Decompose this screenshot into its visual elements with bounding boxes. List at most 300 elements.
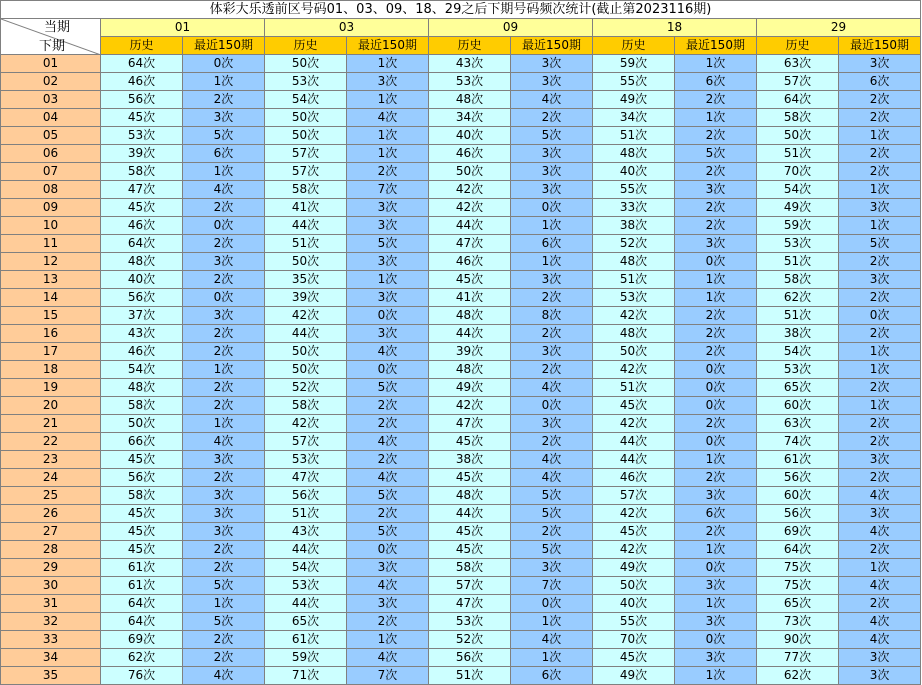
table-row [1,199,921,217]
history-count-cell: 49次 [593,559,675,577]
recent-count-cell: 3次 [839,649,921,667]
recent-count-cell: 4次 [839,613,921,631]
recent-count-cell: 1次 [675,541,757,559]
history-count-cell: 45次 [101,109,183,127]
recent-150-subheader: 最近150期 [839,37,921,55]
recent-count-cell: 5次 [839,235,921,253]
recent-count-cell: 2次 [675,469,757,487]
history-count-cell: 53次 [757,235,839,253]
recent-count-cell: 2次 [675,415,757,433]
history-count-cell: 58次 [757,109,839,127]
row-label: 06 [1,145,101,163]
row-label: 09 [1,199,101,217]
recent-count-cell: 3次 [839,451,921,469]
history-count-cell: 48次 [429,361,511,379]
recent-count-cell: 3次 [347,325,429,343]
history-count-cell: 42次 [265,307,347,325]
table-row [1,163,921,181]
history-count-cell: 40次 [101,271,183,289]
table-row [1,451,921,469]
row-label: 02 [1,73,101,91]
recent-count-cell: 4次 [839,523,921,541]
recent-count-cell: 0次 [183,55,265,73]
recent-count-cell: 0次 [675,379,757,397]
history-count-cell: 53次 [429,613,511,631]
history-count-cell: 71次 [265,667,347,685]
recent-count-cell: 2次 [675,343,757,361]
history-count-cell: 34次 [429,109,511,127]
recent-count-cell: 2次 [511,523,593,541]
recent-count-cell: 4次 [347,469,429,487]
history-count-cell: 60次 [757,487,839,505]
recent-count-cell: 3次 [183,307,265,325]
history-count-cell: 50次 [593,343,675,361]
recent-count-cell: 4次 [183,667,265,685]
recent-count-cell: 0次 [511,595,593,613]
history-count-cell: 63次 [757,55,839,73]
history-count-cell: 77次 [757,649,839,667]
recent-count-cell: 2次 [839,163,921,181]
history-count-cell: 64次 [101,613,183,631]
history-count-cell: 69次 [101,631,183,649]
row-label: 21 [1,415,101,433]
recent-count-cell: 6次 [183,145,265,163]
history-count-cell: 60次 [757,397,839,415]
history-subheader: 历史 [429,37,511,55]
history-count-cell: 46次 [101,73,183,91]
table-row [1,433,921,451]
recent-count-cell: 3次 [183,451,265,469]
history-count-cell: 45次 [101,199,183,217]
recent-count-cell: 0次 [675,397,757,415]
history-count-cell: 65次 [757,595,839,613]
recent-count-cell: 2次 [839,469,921,487]
recent-count-cell: 4次 [839,577,921,595]
row-label: 34 [1,649,101,667]
recent-count-cell: 1次 [675,55,757,73]
row-label: 16 [1,325,101,343]
history-count-cell: 57次 [757,73,839,91]
recent-count-cell: 2次 [183,379,265,397]
history-count-cell: 61次 [101,559,183,577]
history-count-cell: 70次 [593,631,675,649]
history-count-cell: 50次 [101,415,183,433]
history-count-cell: 55次 [593,181,675,199]
recent-count-cell: 2次 [183,649,265,667]
recent-count-cell: 3次 [675,235,757,253]
history-count-cell: 64次 [101,235,183,253]
recent-count-cell: 5次 [183,577,265,595]
history-count-cell: 42次 [265,415,347,433]
row-label: 35 [1,667,101,685]
recent-150-subheader: 最近150期 [511,37,593,55]
recent-count-cell: 2次 [839,595,921,613]
history-count-cell: 58次 [429,559,511,577]
history-count-cell: 50次 [265,361,347,379]
history-count-cell: 90次 [757,631,839,649]
recent-count-cell: 4次 [511,451,593,469]
history-count-cell: 50次 [429,163,511,181]
table-row [1,505,921,523]
recent-count-cell: 0次 [675,361,757,379]
table-row [1,325,921,343]
table-row [1,55,921,73]
recent-count-cell: 5次 [675,145,757,163]
recent-count-cell: 3次 [511,181,593,199]
recent-count-cell: 4次 [839,631,921,649]
history-count-cell: 50次 [265,109,347,127]
recent-count-cell: 7次 [347,667,429,685]
recent-count-cell: 2次 [183,91,265,109]
history-count-cell: 57次 [265,163,347,181]
row-label: 25 [1,487,101,505]
recent-count-cell: 3次 [183,109,265,127]
history-count-cell: 45次 [101,541,183,559]
recent-count-cell: 5次 [183,613,265,631]
table-row [1,541,921,559]
corner-next-label: 下期 [39,39,66,54]
history-count-cell: 54次 [757,343,839,361]
history-count-cell: 58次 [265,397,347,415]
recent-count-cell: 2次 [347,415,429,433]
history-count-cell: 45次 [593,523,675,541]
history-subheader: 历史 [101,37,183,55]
recent-count-cell: 1次 [347,55,429,73]
recent-count-cell: 3次 [675,649,757,667]
recent-count-cell: 2次 [183,397,265,415]
history-count-cell: 34次 [593,109,675,127]
column-number-header: 29 [757,19,921,37]
recent-count-cell: 3次 [347,595,429,613]
recent-count-cell: 3次 [183,523,265,541]
history-count-cell: 51次 [757,253,839,271]
recent-150-subheader: 最近150期 [183,37,265,55]
history-count-cell: 46次 [429,145,511,163]
history-count-cell: 54次 [265,559,347,577]
history-count-cell: 76次 [101,667,183,685]
history-count-cell: 53次 [265,73,347,91]
row-label: 31 [1,595,101,613]
recent-count-cell: 2次 [675,199,757,217]
history-count-cell: 49次 [429,379,511,397]
history-count-cell: 51次 [265,505,347,523]
history-count-cell: 48次 [101,253,183,271]
recent-count-cell: 0次 [675,559,757,577]
recent-count-cell: 3次 [183,505,265,523]
recent-count-cell: 3次 [675,613,757,631]
history-count-cell: 52次 [429,631,511,649]
row-label: 03 [1,91,101,109]
column-number-header: 03 [265,19,429,37]
recent-count-cell: 2次 [183,631,265,649]
recent-count-cell: 2次 [511,433,593,451]
recent-count-cell: 1次 [347,91,429,109]
recent-count-cell: 1次 [347,631,429,649]
recent-count-cell: 3次 [183,253,265,271]
recent-count-cell: 3次 [839,199,921,217]
history-count-cell: 45次 [101,523,183,541]
recent-count-cell: 0次 [183,217,265,235]
history-count-cell: 43次 [265,523,347,541]
recent-count-cell: 4次 [511,91,593,109]
history-count-cell: 53次 [265,451,347,469]
history-count-cell: 44次 [265,217,347,235]
history-count-cell: 53次 [265,577,347,595]
row-label: 08 [1,181,101,199]
history-count-cell: 46次 [101,343,183,361]
recent-count-cell: 2次 [183,235,265,253]
recent-count-cell: 1次 [839,181,921,199]
history-count-cell: 74次 [757,433,839,451]
row-label: 07 [1,163,101,181]
history-count-cell: 63次 [757,415,839,433]
corner-current-label: 当期 [43,20,70,35]
history-count-cell: 65次 [265,613,347,631]
history-count-cell: 54次 [101,361,183,379]
row-label: 10 [1,217,101,235]
history-count-cell: 51次 [593,271,675,289]
history-count-cell: 48次 [101,379,183,397]
recent-count-cell: 6次 [511,667,593,685]
recent-count-cell: 0次 [183,289,265,307]
history-count-cell: 50次 [757,127,839,145]
recent-count-cell: 2次 [183,325,265,343]
recent-count-cell: 3次 [511,163,593,181]
recent-count-cell: 4次 [347,577,429,595]
recent-count-cell: 1次 [675,667,757,685]
row-label: 22 [1,433,101,451]
history-count-cell: 42次 [429,181,511,199]
recent-count-cell: 5次 [511,541,593,559]
table-row [1,127,921,145]
history-count-cell: 47次 [429,595,511,613]
recent-count-cell: 2次 [675,307,757,325]
recent-count-cell: 3次 [347,73,429,91]
recent-count-cell: 1次 [839,361,921,379]
history-count-cell: 44次 [265,595,347,613]
history-count-cell: 45次 [101,451,183,469]
table-row [1,343,921,361]
history-count-cell: 47次 [101,181,183,199]
history-count-cell: 45次 [429,541,511,559]
history-count-cell: 48次 [429,487,511,505]
recent-count-cell: 3次 [675,577,757,595]
recent-count-cell: 5次 [183,127,265,145]
history-count-cell: 66次 [101,433,183,451]
table-row [1,487,921,505]
row-label: 28 [1,541,101,559]
table-row [1,307,921,325]
row-label: 14 [1,289,101,307]
history-count-cell: 70次 [757,163,839,181]
history-count-cell: 57次 [429,577,511,595]
recent-count-cell: 2次 [183,199,265,217]
history-count-cell: 52次 [593,235,675,253]
history-count-cell: 54次 [265,91,347,109]
history-count-cell: 56次 [429,649,511,667]
recent-count-cell: 1次 [183,73,265,91]
recent-count-cell: 3次 [511,559,593,577]
history-count-cell: 64次 [757,91,839,109]
history-count-cell: 45次 [593,397,675,415]
history-count-cell: 42次 [593,505,675,523]
history-count-cell: 42次 [593,307,675,325]
recent-count-cell: 1次 [839,343,921,361]
recent-count-cell: 6次 [839,73,921,91]
recent-count-cell: 1次 [839,127,921,145]
recent-count-cell: 3次 [511,73,593,91]
recent-count-cell: 2次 [347,505,429,523]
history-count-cell: 41次 [265,199,347,217]
history-count-cell: 53次 [429,73,511,91]
history-count-cell: 61次 [101,577,183,595]
recent-count-cell: 5次 [511,127,593,145]
row-label: 26 [1,505,101,523]
recent-count-cell: 1次 [675,109,757,127]
recent-count-cell: 0次 [347,307,429,325]
recent-count-cell: 2次 [347,451,429,469]
recent-count-cell: 1次 [347,127,429,145]
table-row [1,181,921,199]
table-row [1,253,921,271]
history-count-cell: 46次 [101,217,183,235]
table-row [1,595,921,613]
history-count-cell: 50次 [265,55,347,73]
recent-count-cell: 1次 [347,271,429,289]
corner-header [1,19,101,55]
history-count-cell: 44次 [429,325,511,343]
recent-count-cell: 4次 [347,649,429,667]
recent-count-cell: 2次 [839,289,921,307]
recent-count-cell: 0次 [511,199,593,217]
recent-count-cell: 1次 [183,163,265,181]
recent-count-cell: 1次 [511,253,593,271]
recent-count-cell: 0次 [347,361,429,379]
recent-count-cell: 3次 [839,667,921,685]
recent-count-cell: 2次 [183,469,265,487]
recent-count-cell: 4次 [511,379,593,397]
recent-count-cell: 2次 [675,217,757,235]
history-count-cell: 51次 [757,145,839,163]
history-count-cell: 62次 [757,289,839,307]
history-count-cell: 58次 [101,163,183,181]
recent-count-cell: 1次 [839,397,921,415]
recent-count-cell: 2次 [839,109,921,127]
recent-count-cell: 4次 [347,109,429,127]
recent-count-cell: 2次 [347,397,429,415]
recent-count-cell: 1次 [183,595,265,613]
history-count-cell: 40次 [593,163,675,181]
history-count-cell: 45次 [593,649,675,667]
table-title: 体彩大乐透前区号码01、03、09、18、29之后下期号码频次统计(截止第2023116期) [1,1,921,19]
recent-150-subheader: 最近150期 [347,37,429,55]
history-count-cell: 48次 [429,91,511,109]
recent-count-cell: 2次 [675,91,757,109]
recent-count-cell: 2次 [839,325,921,343]
history-count-cell: 53次 [757,361,839,379]
recent-count-cell: 2次 [511,109,593,127]
row-label: 32 [1,613,101,631]
recent-count-cell: 3次 [511,145,593,163]
history-count-cell: 51次 [429,667,511,685]
history-count-cell: 75次 [757,577,839,595]
history-count-cell: 46次 [593,469,675,487]
row-label: 20 [1,397,101,415]
recent-count-cell: 5次 [347,235,429,253]
history-count-cell: 62次 [101,649,183,667]
history-count-cell: 59次 [593,55,675,73]
history-count-cell: 47次 [429,235,511,253]
recent-count-cell: 0次 [675,631,757,649]
history-count-cell: 53次 [593,289,675,307]
recent-count-cell: 1次 [675,271,757,289]
history-count-cell: 65次 [757,379,839,397]
recent-count-cell: 3次 [347,199,429,217]
recent-count-cell: 1次 [675,289,757,307]
recent-count-cell: 6次 [675,505,757,523]
history-count-cell: 69次 [757,523,839,541]
history-count-cell: 52次 [265,379,347,397]
row-label: 15 [1,307,101,325]
history-count-cell: 42次 [429,397,511,415]
history-count-cell: 54次 [757,181,839,199]
history-count-cell: 39次 [101,145,183,163]
table-row [1,523,921,541]
recent-count-cell: 0次 [347,541,429,559]
recent-count-cell: 2次 [183,271,265,289]
recent-count-cell: 4次 [511,469,593,487]
recent-count-cell: 2次 [511,289,593,307]
history-count-cell: 73次 [757,613,839,631]
column-number-header: 01 [101,19,265,37]
recent-count-cell: 5次 [511,505,593,523]
row-label: 33 [1,631,101,649]
recent-count-cell: 4次 [347,343,429,361]
history-count-cell: 40次 [429,127,511,145]
recent-count-cell: 3次 [839,505,921,523]
row-label: 01 [1,55,101,73]
history-count-cell: 51次 [265,235,347,253]
history-count-cell: 57次 [593,487,675,505]
history-count-cell: 44次 [593,451,675,469]
row-label: 29 [1,559,101,577]
history-count-cell: 56次 [101,289,183,307]
row-label: 13 [1,271,101,289]
recent-count-cell: 1次 [511,649,593,667]
recent-150-subheader: 最近150期 [675,37,757,55]
recent-count-cell: 1次 [675,451,757,469]
table-row [1,217,921,235]
recent-count-cell: 3次 [839,271,921,289]
row-label: 18 [1,361,101,379]
history-count-cell: 58次 [265,181,347,199]
table-row [1,145,921,163]
history-count-cell: 57次 [265,145,347,163]
recent-count-cell: 2次 [183,343,265,361]
recent-count-cell: 5次 [347,379,429,397]
history-count-cell: 56次 [757,469,839,487]
history-count-cell: 51次 [593,127,675,145]
recent-count-cell: 1次 [347,145,429,163]
history-count-cell: 51次 [757,307,839,325]
recent-count-cell: 3次 [511,55,593,73]
history-count-cell: 61次 [757,451,839,469]
recent-count-cell: 4次 [183,433,265,451]
recent-count-cell: 3次 [347,217,429,235]
history-count-cell: 75次 [757,559,839,577]
recent-count-cell: 0次 [675,433,757,451]
history-count-cell: 50次 [265,253,347,271]
